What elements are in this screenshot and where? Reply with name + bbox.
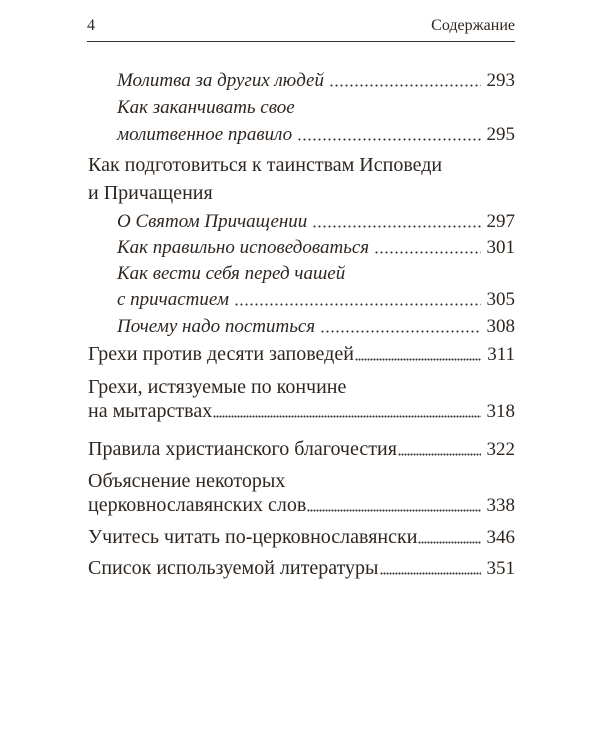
toc-section-sins-toll-houses[interactable] — [88, 401, 515, 421]
toc-entry-finish-prayer-rule[interactable] — [117, 125, 515, 144]
toc-entry-page: 338 — [486, 495, 515, 516]
dot-leader — [329, 84, 481, 87]
dot-leader — [307, 509, 480, 512]
dot-leader — [320, 330, 480, 333]
toc-entry-title: Как правильно исповедоваться — [117, 237, 370, 258]
toc-entry-page: 301 — [486, 237, 515, 258]
toc-section-title: Как подготовиться к таинствам Исповеди — [88, 154, 443, 176]
dot-leader — [355, 358, 481, 361]
dot-leader — [234, 303, 481, 306]
toc-section-bibliography[interactable] — [88, 558, 515, 578]
toc-section-sins-commandments[interactable] — [88, 344, 515, 364]
dot-leader — [380, 572, 481, 575]
toc-entry-page: 295 — [486, 124, 515, 145]
running-title: Содержание — [431, 17, 515, 34]
toc-section-title: Объяснение некоторых — [88, 470, 286, 492]
dot-leader — [312, 225, 480, 228]
toc-entry-title: молитвенное правило — [117, 124, 293, 145]
toc-entry-how-to-confess[interactable] — [117, 238, 515, 257]
toc-entry-title: Почему надо поститься — [117, 316, 316, 337]
toc-entry-title: Как заканчивать свое — [117, 97, 295, 118]
toc-section-title: Грехи, истязуемые по кончине — [88, 376, 347, 398]
page-number: 4 — [87, 17, 95, 34]
toc-section-explanation-words[interactable] — [88, 495, 515, 515]
toc-section-preparation-line1[interactable] — [88, 155, 442, 175]
toc-entry-page: 308 — [486, 316, 515, 337]
toc-entry-title: Молитва за других людей — [117, 70, 324, 91]
toc-entry-page: 322 — [486, 439, 515, 460]
toc-entry-page: 311 — [487, 344, 515, 365]
toc-section-title: и Причащения — [88, 182, 213, 204]
toc-section-title: Учитесь читать по-церковнославянски — [88, 526, 418, 548]
toc-entry-prayer-for-others[interactable] — [117, 71, 515, 90]
toc-section-learn-to-read[interactable] — [88, 527, 515, 547]
toc-entry-title: с причастием — [117, 289, 229, 310]
toc-entry-finish-prayer-rule-line1[interactable] — [117, 98, 295, 117]
toc-section-preparation-line2[interactable] — [88, 183, 213, 203]
toc-section-title: церковнославянских слов — [88, 494, 307, 516]
toc-section-explanation-words-line1[interactable] — [88, 471, 285, 491]
toc-section-rules-piety[interactable] — [88, 439, 515, 459]
toc-entry-page: 346 — [486, 527, 515, 548]
toc-entry-title: О Святом Причащении — [117, 211, 308, 232]
toc-entry-holy-communion[interactable] — [117, 212, 515, 231]
toc-entry-before-chalice-line1[interactable] — [117, 264, 345, 283]
toc-entry-why-fast[interactable] — [117, 317, 515, 336]
toc-entry-page: 318 — [486, 401, 515, 422]
toc-section-title: Грехи против десяти заповедей — [88, 343, 354, 365]
dot-leader — [418, 541, 480, 544]
toc-entry-title: Как вести себя перед чашей — [117, 263, 346, 284]
toc-entry-page: 305 — [486, 289, 515, 310]
toc-section-sins-toll-houses-line1[interactable] — [88, 377, 346, 397]
dot-leader — [374, 251, 480, 254]
toc-entry-page: 297 — [486, 211, 515, 232]
toc-section-title: Список используемой литературы — [88, 557, 379, 579]
toc-section-title: Правила христианского благочестия — [88, 438, 397, 460]
toc-entry-page: 293 — [486, 70, 515, 91]
dot-leader — [213, 415, 480, 418]
toc-entry-page: 351 — [486, 558, 515, 579]
dot-leader — [297, 138, 480, 141]
toc-entry-before-chalice[interactable] — [117, 290, 515, 309]
dot-leader — [398, 453, 481, 456]
toc-section-title: на мытарствах — [88, 400, 213, 422]
